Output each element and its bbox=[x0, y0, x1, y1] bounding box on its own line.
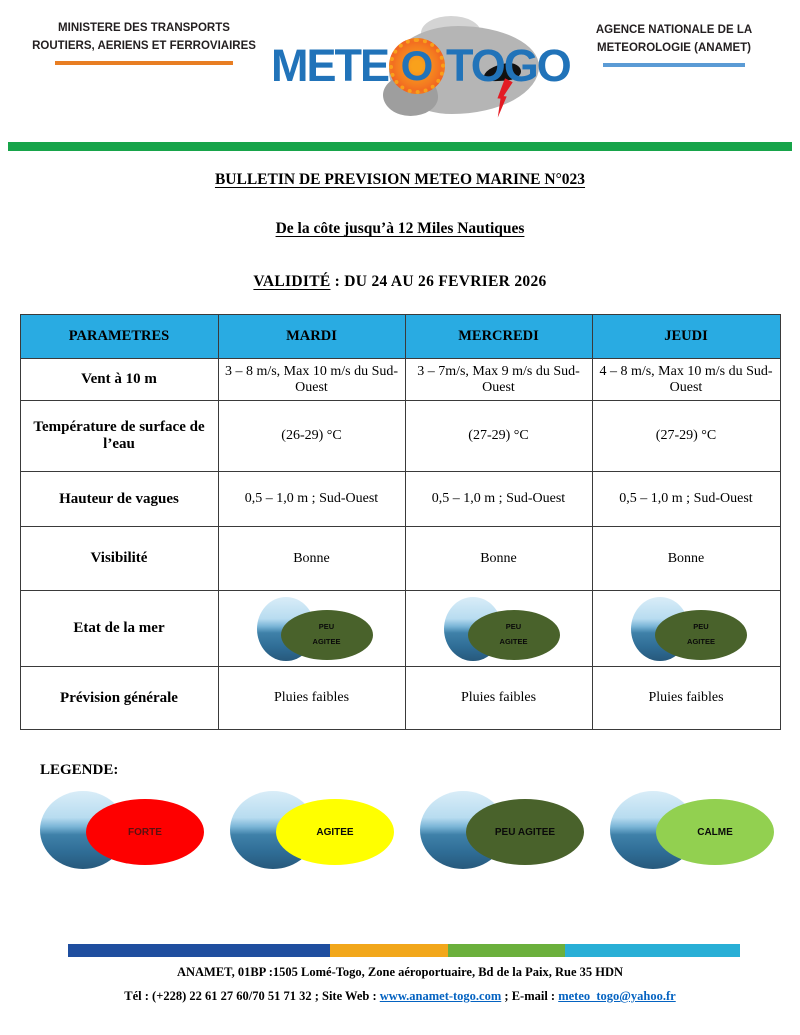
vagues-jeudi: 0,5 – 1,0 m ; Sud-Ouest bbox=[592, 472, 780, 527]
website-link[interactable]: www.anamet-togo.com bbox=[379, 989, 502, 1004]
meteo-togo-logo bbox=[271, 12, 570, 130]
temp-mercredi: (27-29) °C bbox=[405, 401, 592, 472]
validity-label: VALIDITÉ bbox=[253, 273, 331, 290]
visibilite-mercredi: Bonne bbox=[405, 527, 592, 591]
table-row-prevision bbox=[20, 667, 780, 730]
agency-line2: METEOROLOGIE (ANAMET) bbox=[597, 41, 751, 54]
visibilite-jeudi: Bonne bbox=[592, 527, 780, 591]
param-label: Température de surface de l’eau bbox=[20, 401, 218, 472]
page-footer bbox=[0, 944, 800, 1005]
param-label: Hauteur de vagues bbox=[20, 472, 218, 527]
footer-color-bar bbox=[68, 944, 740, 957]
bulletin-subtitle-text: De la côte jusqu’à 12 Miles Nautiques bbox=[275, 220, 525, 237]
ministry-line2: ROUTIERS, AERIENS ET FERROVIAIRES bbox=[32, 39, 256, 52]
param-label: Visibilité bbox=[20, 527, 218, 591]
sea-state-label: PEU bbox=[318, 622, 335, 632]
legend-ellipse bbox=[466, 799, 584, 865]
param-label: Vent à 10 m bbox=[20, 359, 218, 401]
sea-state-label: AGITEE bbox=[312, 636, 341, 646]
etat-mer-jeudi bbox=[592, 591, 780, 667]
prevision-jeudi: Pluies faibles bbox=[592, 667, 780, 730]
legend-item-calme bbox=[610, 789, 772, 873]
logo-sun-letter: O bbox=[400, 42, 434, 89]
bulletin-title bbox=[0, 171, 800, 189]
vent-mardi: 3 – 8 m/s, Max 10 m/s du Sud-Ouest bbox=[218, 359, 405, 401]
agency-block bbox=[564, 12, 784, 67]
vagues-mardi: 0,5 – 1,0 m ; Sud-Ouest bbox=[218, 472, 405, 527]
column-header-parametres: PARAMETRES bbox=[20, 315, 218, 359]
legend-ellipse bbox=[276, 799, 394, 865]
prevision-mardi: Pluies faibles bbox=[218, 667, 405, 730]
param-label: Prévision générale bbox=[20, 667, 218, 730]
legend-title: LEGENDE: bbox=[40, 762, 119, 778]
logo-text-left: METE bbox=[271, 40, 389, 91]
column-header-mardi: MARDI bbox=[218, 315, 405, 359]
legend-item-peu-agitee bbox=[420, 789, 582, 873]
prevision-mercredi: Pluies faibles bbox=[405, 667, 592, 730]
sea-state-label: AGITEE bbox=[687, 636, 715, 646]
vent-mercredi: 3 – 7m/s, Max 9 m/s du Sud-Ouest bbox=[405, 359, 592, 401]
forecast-table bbox=[20, 314, 781, 730]
legend-label: CALME bbox=[697, 826, 733, 838]
etat-mer-mardi bbox=[218, 591, 405, 667]
vagues-mercredi: 0,5 – 1,0 m ; Sud-Ouest bbox=[405, 472, 592, 527]
column-header-jeudi: JEUDI bbox=[592, 315, 780, 359]
validity-line bbox=[0, 273, 800, 291]
legend-item-forte bbox=[40, 789, 202, 873]
table-header-row bbox=[20, 315, 780, 359]
table-row-visibilite bbox=[20, 527, 780, 591]
temp-jeudi: (27-29) °C bbox=[592, 401, 780, 472]
agency-underline bbox=[603, 63, 745, 67]
table-row-etat-mer bbox=[20, 591, 780, 667]
page-header bbox=[0, 0, 800, 130]
table-row-vent bbox=[20, 359, 780, 401]
agency-line1: AGENCE NATIONALE DE LA bbox=[595, 24, 753, 36]
param-label: Etat de la mer bbox=[20, 591, 218, 667]
legend-ellipse bbox=[86, 799, 204, 865]
legend-item-agitee bbox=[230, 789, 392, 873]
sea-state-ellipse bbox=[281, 610, 373, 660]
legend-ellipse bbox=[656, 799, 774, 865]
footer-address: ANAMET, 01BP :1505 Lomé-Togo, Zone aéroportuaire, Bd de la Paix, Rue 35 HDN bbox=[176, 965, 624, 979]
sea-state-ellipse bbox=[655, 610, 747, 660]
footer-bar-segment bbox=[330, 944, 448, 957]
validity-dates: : DU 24 AU 26 FEVRIER 2026 bbox=[330, 273, 547, 290]
visibilite-mardi: Bonne bbox=[218, 527, 405, 591]
footer-separator: ; E-mail : bbox=[501, 989, 559, 1004]
footer-phone: Tél : (+228) 22 61 27 60/70 51 71 32 ; Site Web : bbox=[124, 989, 380, 1004]
ministry-underline bbox=[55, 61, 233, 65]
email-link[interactable]: meteo_togo@yahoo.fr bbox=[558, 989, 676, 1004]
legend-label: FORTE bbox=[128, 826, 162, 838]
column-header-mercredi: MERCREDI bbox=[405, 315, 592, 359]
table-row-vagues bbox=[20, 472, 780, 527]
sea-state-ellipse bbox=[468, 610, 560, 660]
ministry-line1: MINISTERE DES TRANSPORTS bbox=[58, 22, 230, 34]
sea-state-badge bbox=[424, 596, 574, 662]
temp-mardi: (26-29) °C bbox=[218, 401, 405, 472]
sea-state-badge bbox=[611, 596, 761, 662]
sun-icon bbox=[389, 38, 445, 94]
sea-state-badge bbox=[237, 596, 387, 662]
sea-state-label: AGITEE bbox=[499, 636, 528, 646]
footer-bar-segment bbox=[565, 944, 740, 957]
etat-mer-mercredi bbox=[405, 591, 592, 667]
logo-text-right: TOGO bbox=[446, 40, 570, 91]
sea-state-label: PEU bbox=[693, 622, 709, 632]
table-row-temperature bbox=[20, 401, 780, 472]
footer-bar-segment bbox=[448, 944, 566, 957]
bulletin-title-text: BULLETIN DE PREVISION METEO MARINE N°023 bbox=[214, 171, 586, 188]
footer-contacts bbox=[0, 987, 800, 1005]
vent-jeudi: 4 – 8 m/s, Max 10 m/s du Sud-Ouest bbox=[592, 359, 780, 401]
ministry-block bbox=[18, 12, 270, 65]
bulletin-subtitle bbox=[0, 220, 800, 238]
logo-text bbox=[271, 38, 570, 94]
sea-state-label: PEU bbox=[505, 622, 522, 632]
footer-bar-segment bbox=[68, 944, 330, 957]
legend-label: AGITEE bbox=[316, 826, 354, 838]
legend-row bbox=[0, 779, 800, 873]
green-divider bbox=[8, 142, 792, 151]
legend-label: PEU AGITEE bbox=[494, 826, 556, 838]
